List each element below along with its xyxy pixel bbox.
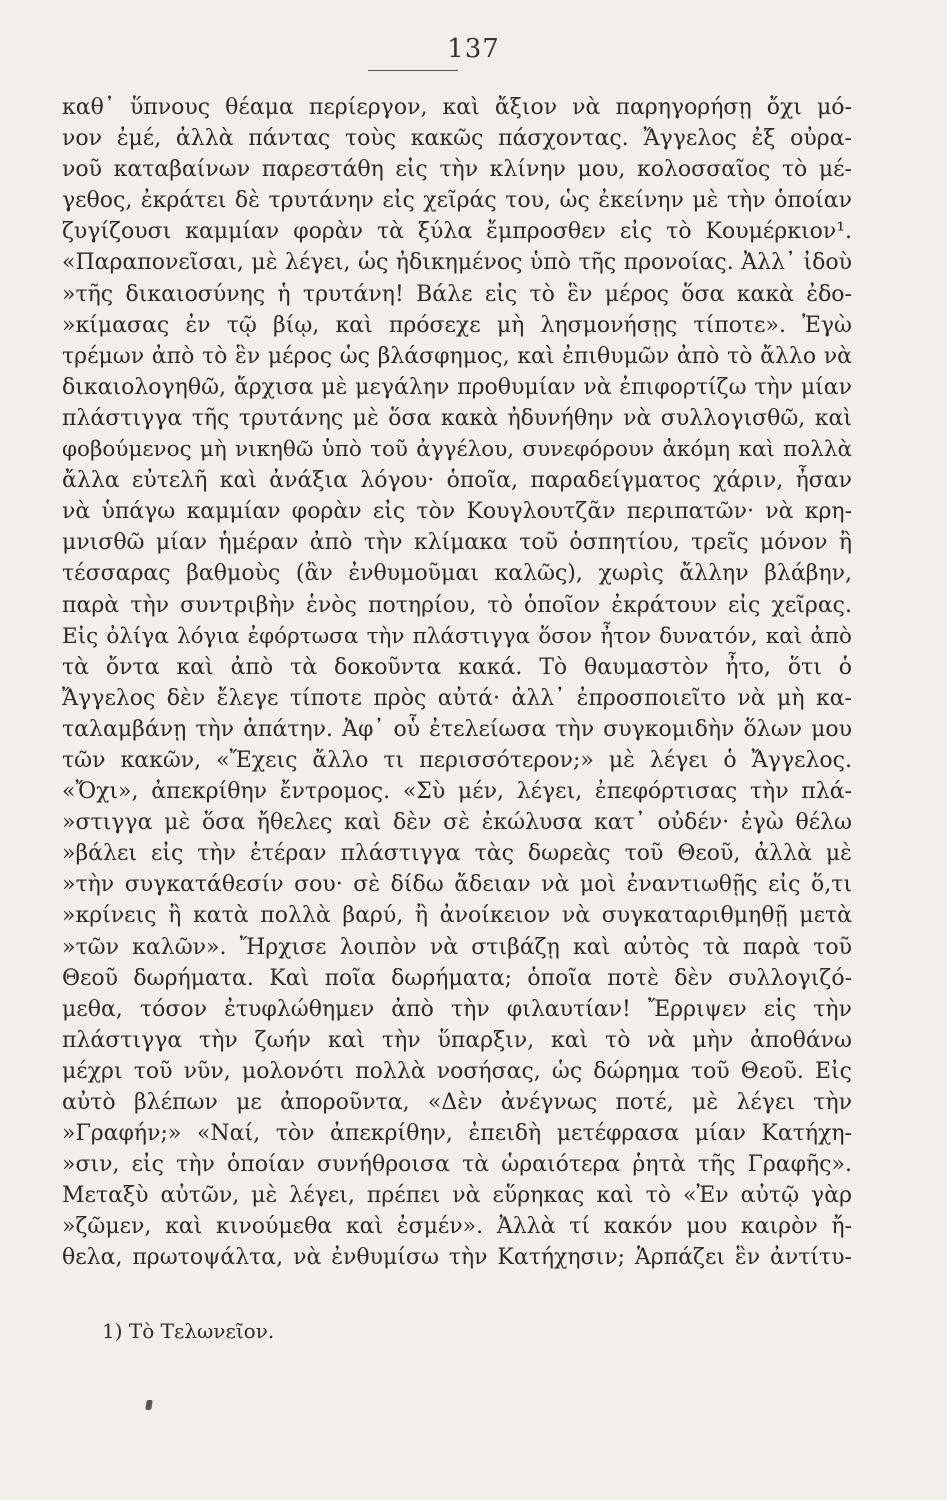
text-line: »Γραφήν;» «Ναί, τὸν ἀπεκρίθην, ἐπειδὴ μετέφρασα μίαν Κατήχη- bbox=[62, 1121, 852, 1147]
text-line: τρέμων ἀπὸ τὸ ἓν μέρος ὡς βλάσφημος, καὶ ἐπιθυμῶν ἀπὸ τὸ ἄλλο νὰ bbox=[62, 343, 852, 369]
text-line: »τῆς δικαιοσύνης ἡ τρυτάνη! Βάλε εἰς τὸ ἓν μέρος ὅσα κακὰ ἐδο- bbox=[62, 281, 852, 307]
text-line: »τῶν καλῶν». Ἤρχισε λοιπὸν νὰ στιβάζῃ καὶ αὐτὸς τὰ παρὰ τοῦ bbox=[62, 934, 852, 960]
text-line: πλάστιγγα τῆς τρυτάνης μὲ ὅσα κακὰ ἠδυνήθην νὰ συλλογισθῶ, καὶ bbox=[62, 405, 852, 431]
text-line: »τὴν συγκατάθεσίν σου· σὲ δίδω ἄδειαν νὰ μοὶ ἐναντιωθῇς εἰς ὅ,τι bbox=[62, 872, 852, 898]
text-line: μνισθῶ μίαν ἡμέραν ἀπὸ τὴν κλίμακα τοῦ ὁσπητίου, τρεῖς μόνον ἢ bbox=[62, 530, 852, 556]
text-line: τέσσαρας βαθμοὺς (ἂν ἐνθυμοῦμαι καλῶς), χωρὶς ἄλλην βλάβην, bbox=[62, 561, 852, 587]
text-line: φοβούμενος μὴ νικηθῶ ὑπὸ τοῦ ἀγγέλου, συνεφόρουν ἀκόμη καὶ πολλὰ bbox=[62, 437, 852, 463]
text-line: »κρίνεις ἢ κατὰ πολλὰ βαρύ, ἢ ἀνοίκειον νὰ συγκαταριθμηθῇ μετὰ bbox=[62, 903, 852, 929]
text-line: Μεταξὺ αὐτῶν, μὲ λέγει, πρέπει νὰ εὕρηκας καὶ τὸ «Ἐν αὐτῷ γὰρ bbox=[62, 1183, 852, 1209]
ink-blot-mark bbox=[145, 1400, 153, 1410]
text-line: αὐτὸ βλέπων με ἀποροῦντα, «Δὲν ἀνέγνως ποτέ, μὲ λέγει τὴν bbox=[62, 1090, 852, 1115]
text-line: ἄλλα εὐτελῆ καὶ ἀνάξια λόγου· ὁποῖα, παραδείγματος χάριν, ἦσαν bbox=[62, 468, 852, 494]
header-rule bbox=[368, 70, 458, 71]
text-line: ταλαμβάνῃ τὴν ἀπάτην. Ἀφ᾽ οὗ ἐτελείωσα τὴν συγκομιδὴν ὅλων μου bbox=[62, 716, 852, 742]
text-line: νον ἐμέ, ἀλλὰ πάντας τοὺς κακῶς πάσχοντας. Ἄγγελος ἐξ οὐρα- bbox=[62, 126, 852, 152]
text-line: »βάλει εἰς τὴν ἑτέραν πλάστιγγα τὰς δωρεὰς τοῦ Θεοῦ, ἀλλὰ μὲ bbox=[62, 841, 852, 867]
text-line: δικαιολογηθῶ, ἄρχισα μὲ μεγάλην προθυμίαν νὰ ἐπιφορτίζω τὴν μίαν bbox=[62, 374, 852, 400]
text-line: »στιγγα μὲ ὅσα ἤθελες καὶ δὲν σὲ ἐκώλυσα κατ᾽ οὐδέν· ἐγὼ θέλω bbox=[62, 810, 852, 836]
text-line: ζυγίζουσι καμμίαν φορὰν τὰ ξύλα ἔμπροσθεν εἰς τὸ Κουμέρκιον¹. bbox=[62, 219, 852, 245]
text-line: «Παραπονεῖσαι, μὲ λέγει, ὡς ἠδικημένος ὑπὸ τῆς προνοίας. Ἀλλ᾽ ἰδοὺ bbox=[62, 250, 852, 276]
text-line: καθ᾽ ὕπνους θέαμα περίεργον, καὶ ἄξιον νὰ παρηγορήσῃ ὄχι μό- bbox=[62, 95, 852, 120]
text-line: τὰ ὄντα καὶ ἀπὸ τὰ δοκοῦντα κακά. Τὸ θαυμαστὸν ἦτο, ὅτι ὁ bbox=[62, 654, 852, 680]
text-line: Θεοῦ δωρήματα. Καὶ ποῖα δωρήματα; ὁποῖα ποτὲ δὲν συλλογιζό- bbox=[62, 965, 852, 991]
text-line: τῶν κακῶν, «Ἔχεις ἄλλο τι περισσότερον;» μὲ λέγει ὁ Ἄγγελος. bbox=[62, 747, 852, 773]
text-line: μέχρι τοῦ νῦν, μολονότι πολλὰ νοσήσας, ὡς δώρημα τοῦ Θεοῦ. Εἰς bbox=[62, 1058, 852, 1084]
body-text bbox=[62, 92, 852, 1274]
text-line: γεθος, ἐκράτει δὲ τρυτάνην εἰς χεῖράς του, ὡς ἐκείνην μὲ τὴν ὁποίαν bbox=[62, 188, 852, 214]
text-line: »ζῶμεν, καὶ κινούμεθα καὶ ἐσμέν». Ἀλλὰ τί κακόν μου καιρὸν ἤ- bbox=[62, 1214, 852, 1240]
text-line: παρὰ τὴν συντριβὴν ἑνὸς ποτηρίου, τὸ ὁποῖον ἐκράτουν εἰς χεῖρας. bbox=[62, 592, 852, 618]
text-line: μεθα, τόσον ἐτυφλώθημεν ἀπὸ τὴν φιλαυτίαν! Ἔρριψεν εἰς τὴν bbox=[62, 996, 852, 1022]
text-line: Ἄγγελος δὲν ἔλεγε τίποτε πρὸς αὐτά· ἀλλ᾽ ἐπροσποιεῖτο νὰ μὴ κα- bbox=[62, 685, 852, 711]
page-number: 137 bbox=[447, 34, 500, 64]
text-line: πλάστιγγα τὴν ζωήν καὶ τὴν ὕπαρξιν, καὶ τὸ νὰ μὴν ἀποθάνω bbox=[62, 1027, 852, 1053]
text-line: νὰ ὑπάγω καμμίαν φορὰν εἰς τὸν Κουγλουτζᾶν περιπατῶν· νὰ κρη- bbox=[62, 499, 852, 525]
text-line: θελα, πρωτοψάλτα, νὰ ἐνθυμίσω τὴν Κατήχησιν; Ἁρπάζει ἓν ἀντίτυ- bbox=[62, 1245, 852, 1271]
text-line: Εἰς ὀλίγα λόγια ἐφόρτωσα τὴν πλάστιγγα ὅσον ἦτον δυνατόν, καὶ ἀπὸ bbox=[62, 623, 852, 649]
text-line: «Ὄχι», ἀπεκρίθην ἔντρομος. «Σὺ μέν, λέγει, ἐπεφόρτισας τὴν πλά- bbox=[62, 779, 852, 805]
text-line: »σιν, εἰς τὴν ὁποίαν συνήθροισα τὰ ὡραιότερα ῥητὰ τῆς Γραφῆς». bbox=[62, 1152, 852, 1178]
text-line: »κίμασας ἐν τῷ βίῳ, καὶ πρόσεχε μὴ λησμονήσῃς τίποτε». Ἐγὼ bbox=[62, 312, 852, 338]
text-line: νοῦ καταβαίνων παρεστάθη εἰς τὴν κλίνην μου, κολοσσαῖος τὸ μέ- bbox=[62, 157, 852, 183]
footnote: 1) Τὸ Τελωνεῖον. bbox=[102, 1319, 275, 1343]
